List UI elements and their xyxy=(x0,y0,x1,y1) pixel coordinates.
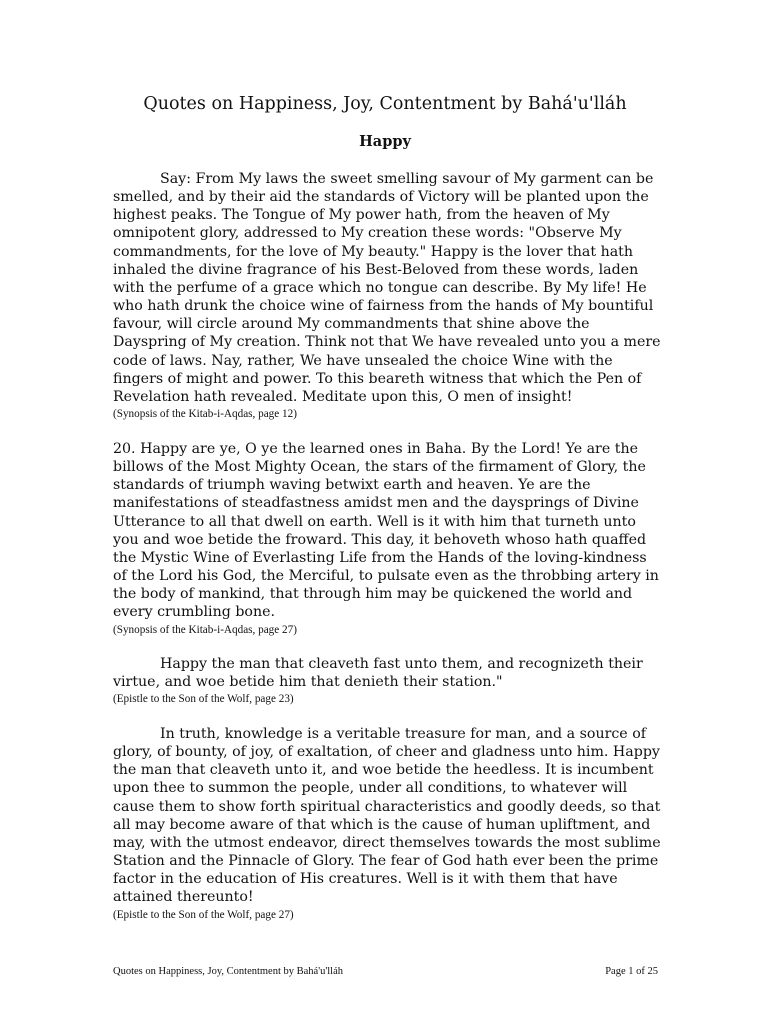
page-footer xyxy=(113,965,658,978)
quote-block xyxy=(113,170,663,421)
quote-citation: (Epistle to the Son of the Wolf, page 27) xyxy=(113,908,294,921)
quote-text: 20. Happy are ye, O ye the learned ones in Baha. By the Lord! Ye are the billows of the Most Mighty Ocean, the stars of the firmament of Glory, the standards of triumph waving betwixt earth and heaven. Ye are the manifestations of steadfastness amidst men and the daysprings of Divine Utterance to all that dwell on earth. Well is it with him that turneth unto you and woe betide the froward. This day, it behoveth whoso hath quaffed the Mystic Wine of Everlasting Life from the Hands of the loving-kindness of the Lord his God, the Merciful, to pulsate even as the throbbing artery in the body of mankind, that through him may be quickened the world and every crumbling bone. xyxy=(113,441,659,621)
quote-citation: (Synopsis of the Kitab-i-Aqdas, page 27) xyxy=(113,623,297,636)
quote-text: Happy the man that cleaveth fast unto them, and recognizeth their virtue, and woe betide him that denieth their station." xyxy=(113,656,643,691)
quote-citation: (Synopsis of the Kitab-i-Aqdas, page 12) xyxy=(113,408,297,421)
quote-text: In truth, knowledge is a veritable treasure for man, and a source of glory, of bounty, of joy, of exaltation, of cheer and gladness unto him. Happy the man that cleaveth unto it, and woe betide the heedless. It is incumbent upon thee to summon the people, under all conditions, to whatever will cause them to show forth spiritual characteristics and goodly deeds, so that all may become aware of that which is the cause of human upliftment, and may, with the utmost endeavor, direct themselves towards the most sublime Station and the Pinnacle of Glory. The fear of God hath ever been the prime factor in the education of His creatures. Well is it with them that have attained thereunto! xyxy=(113,726,661,906)
section-heading: Happy xyxy=(359,133,411,150)
quote-block xyxy=(113,440,663,637)
footer-title: Quotes on Happiness, Joy, Contentment by Bahá'u'lláh xyxy=(113,966,343,977)
quote-block xyxy=(113,725,663,922)
page-title: Quotes on Happiness, Joy, Contentment by Bahá'u'lláh xyxy=(143,94,627,114)
quote-citation: (Epistle to the Son of the Wolf, page 23) xyxy=(113,693,294,706)
quote-text: Say: From My laws the sweet smelling savour of My garment can be smelled, and by their aid the standards of Victory will be planted upon the highest peaks. The Tongue of My power hath, from the heaven of My omnipotent glory, addressed to My creation these words: "Observe My commandments, for the love of My beauty." Happy is the lover that hath inhaled the divine fragrance of his Best-Beloved from these words, laden with the perfume of a grace which no tongue can describe. By My life! He who hath drunk the choice wine of fairness from the hands of My bountiful favour, will circle around My commandments that shine above the Dayspring of My creation. Think not that We have revealed unto you a mere code of laws. Nay, rather, We have unsealed the choice Wine with the fingers of might and power. To this beareth witness that which the Pen of Revelation hath revealed. Meditate upon this, O men of insight! xyxy=(113,171,661,405)
page-number: Page 1 of 25 xyxy=(605,966,658,977)
quote-block xyxy=(113,655,663,706)
